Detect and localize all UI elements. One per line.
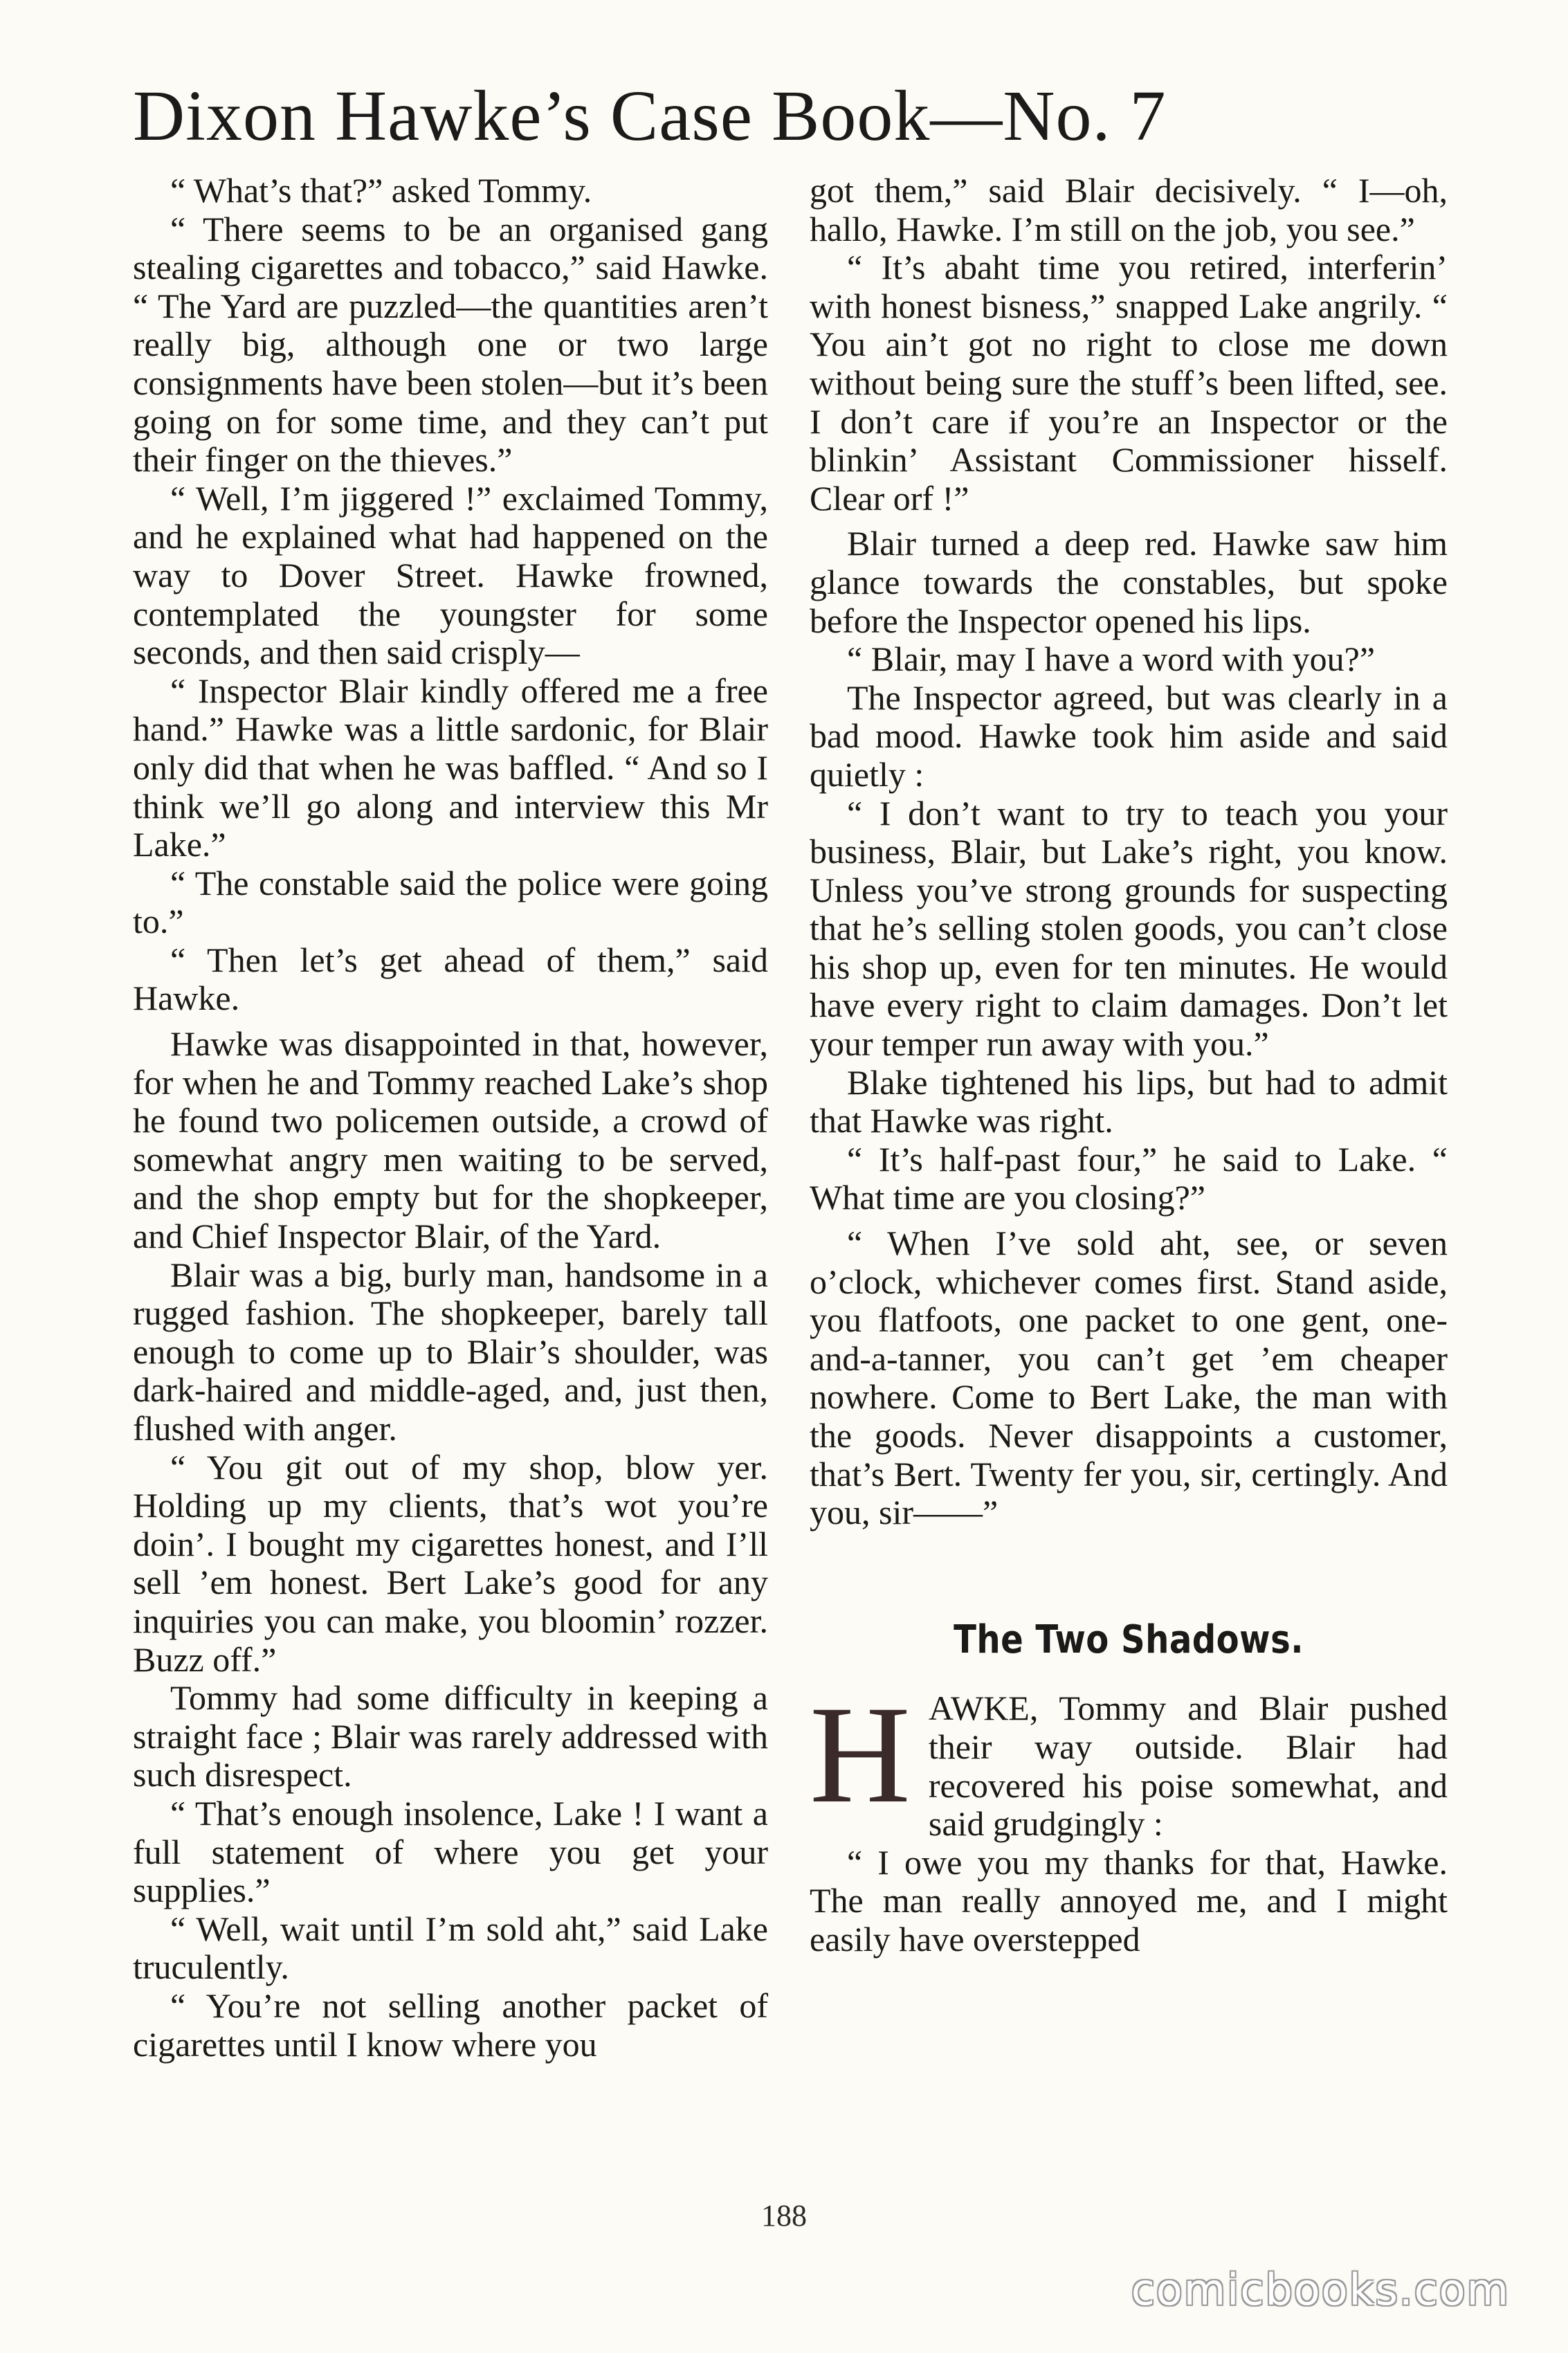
paragraph: “ It’s half-past four,” he said to Lake. “ What time are you closing?” [810,1139,1448,1217]
paragraph: “ The constable said the police were going to.” [133,863,768,941]
drop-cap: H [810,1677,911,1833]
paragraph: “ That’s enough insolence, Lake ! I want a full statement of where you get your supplies.” [133,1793,768,1910]
paragraph: “ I don’t want to try to teach you your business, Blair, but Lake’s right, you know. Unless you’ve strong grounds for suspecting that he’s selling stolen goods, you can’t close his shop up, even for ten minutes. He would have every right to claim damages. Don’t let your temper run away with you.” [810,793,1448,1064]
paragraph: Blake tightened his lips, but had to admit that Hawke was right. [810,1062,1448,1141]
opening-paragraph [810,1677,1448,1844]
paragraph: Tommy had some difficulty in keeping a straight face ; Blair was rarely addressed with such disrespect. [133,1678,768,1795]
section-heading: The Two Shadows. [954,1617,1304,1662]
paragraph: “ There seems to be an organised gang stealing cigarettes and tobacco,” said Hawke. “ The Yard are puzzled—the quantities aren’t really big, although one or two large consignments have been stolen—but it’s been going on for some time, and they can’t put their finger on the thieves.” [133,209,768,480]
page-number: 188 [761,2199,807,2233]
paragraph: “ Well, I’m jiggered !” exclaimed Tommy, and he explained what had happened on the way to Dover Street. Hawke frowned, contemplated the youngster for some seconds, and then said crisply— [133,478,768,672]
paragraph: “ I owe you my thanks for that, Hawke. The man really annoyed me, and I might easily have overstepped [810,1842,1448,1959]
page-title: Dixon Hawke’s Case Book—No. 7 [133,76,1167,156]
paragraph: Hawke was disappointed in that, however, for when he and Tommy reached Lake’s shop he found two policemen outside, a crowd of somewhat angry men waiting to be served, and the shop empty but for the shopkeeper, and Chief Inspector Blair, of the Yard. [133,1024,768,1256]
paragraph: “ You git out of my shop, blow yer. Holding up my clients, that’s wot you’re doin’. I bought my cigarettes honest, and I’ll sell ’em honest. Bert Lake’s good for any inquiries you can make, you bloomin’ rozzer. Buzz off.” [133,1447,768,1679]
paragraph: “ It’s abaht time you retired, interferin’ with honest bisness,” snapped Lake angrily. “ You ain’t got no right to close me down without being sure the stuff’s been lifted, see. I don’t care if you’re an Inspector or the blinkin’ Assistant Commissioner hisself. Clear orf !” [810,248,1448,518]
left-column [133,172,768,2064]
right-column [810,172,1448,1959]
paragraph: “ You’re not selling another packet of cigarettes until I know where you [133,1986,768,2064]
paragraph: “ Inspector Blair kindly offered me a free hand.” Hawke was a little sardonic, for Blair only did that when he was baffled. “ And so I think we’ll go along and interview this Mr Lake.” [133,671,768,864]
paragraph: “ Then let’s get ahead of them,” said Hawke. [133,940,768,1018]
paragraph: Blair turned a deep red. Hawke saw him glance towards the constables, but spoke before the Inspector opened his lips. [810,524,1448,640]
paragraph: “ Blair, may I have a word with you?” [847,639,1376,679]
paragraph: “ What’s that?” asked Tommy. [170,171,592,210]
paragraph: The Inspector agreed, but was clearly in a bad mood. Hawke took him aside and said quietly : [810,678,1448,794]
paragraph: Blair was a big, burly man, handsome in a rugged fashion. The shopkeeper, barely tall enough to come up to Blair’s shoulder, was dark-haired and middle-aged, and, just then, flushed with anger. [133,1255,768,1448]
opening-paragraph-text: AWKE, Tommy and Blair pushed their way outside. Blair had recovered his poise somewhat, and said grudgingly : [928,1689,1448,1844]
watermark: comicbooks.com [1131,2264,1510,2315]
paragraph: “ When I’ve sold aht, see, or seven o’clock, whichever comes first. Stand aside, you flatfoots, one packet to one gent, one-and-a-tanner, you can’t get ’em cheaper nowhere. Come to Bert Lake, the man with the goods. Never disappoints a customer, that’s Bert. Twenty fer you, sir, certingly. And you, sir——” [810,1224,1448,1532]
paragraph: got them,” said Blair decisively. “ I—oh, hallo, Hawke. I’m still on the job, you see.” [810,171,1448,248]
paragraph: “ Well, wait until I’m sold aht,” said Lake truculently. [133,1909,768,1987]
